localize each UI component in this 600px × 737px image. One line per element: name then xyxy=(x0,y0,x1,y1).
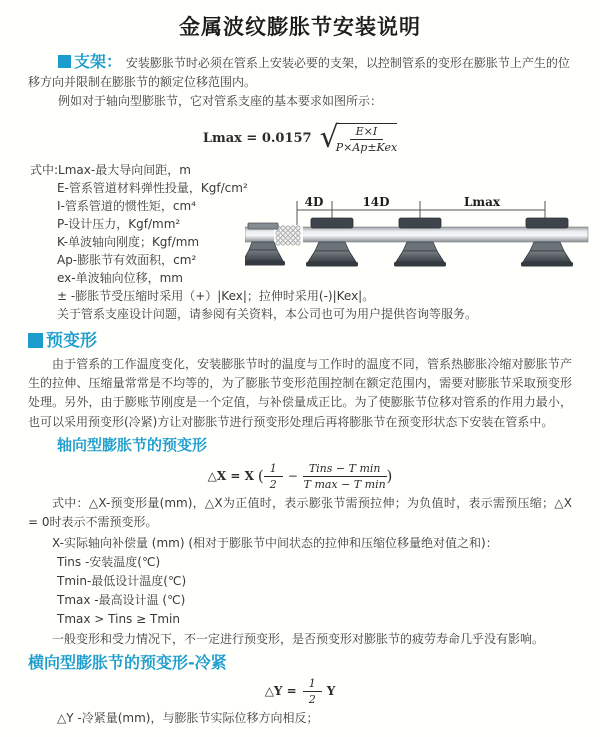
temp-line: Tmin-最低设计温度(℃) xyxy=(57,574,187,589)
axial-formula xyxy=(0,460,600,492)
support-section-heading xyxy=(58,52,122,71)
axial-formula-temp-fraction xyxy=(303,461,387,491)
temp-denominator: T max − T min xyxy=(303,477,386,491)
lateral-explanation: △Y -冷紧量(mm)，与膨胀节实际位移方向相反； xyxy=(57,710,319,725)
temp-numerator: Tins − T min xyxy=(303,461,387,477)
support-paragraph-text: 安装膨胀节时必须在管系上安装必要的支架，以控制管系的变形在膨胀节上产生的位移方向并限制在膨胀节的额定位移范围内。 xyxy=(28,56,570,89)
axial-note: 一般变形和受力情况下，不一定进行预变形，是否预变形对膨胀节的疲劳寿命几乎没有影响。 xyxy=(52,631,545,646)
predeform-section-heading xyxy=(28,329,572,353)
minus-operator: − xyxy=(287,468,298,483)
definition-line: P-设计压力，Kgf/mm² xyxy=(57,217,181,231)
definition-line: K-单波轴向刚度；Kgf/mm xyxy=(57,235,200,249)
support-heading-label: 支架： xyxy=(74,52,123,71)
definition-line: I-管系管道的惯性矩，cm⁴ xyxy=(57,199,196,213)
pipe-support-diagram xyxy=(245,193,590,285)
lateral-formula-suffix: Y xyxy=(326,683,336,698)
support-note-line: 关于管系支座设计问题，请参阅有关资料，本公司也可为用户提供咨询等服务。 xyxy=(57,307,478,321)
half-numerator: 1 xyxy=(264,461,283,477)
dimension-label-lmax: Lmax xyxy=(463,195,501,209)
lateral-formula xyxy=(0,677,600,705)
sqrt-radical-icon: √ xyxy=(319,120,339,155)
section-marker-icon xyxy=(58,55,71,68)
axial-formula-prefix: △X = X xyxy=(207,468,254,483)
half-denominator: 2 xyxy=(269,477,277,491)
definition-line: ex-单波轴向位移，mm xyxy=(57,271,183,285)
close-paren: ) xyxy=(386,466,393,485)
temperature-definitions xyxy=(57,553,600,630)
axial-explanation-2: X-实际轴向补偿量 (mm) (相对于膨胀节中间状态的拉伸和压缩位移量绝对值之和)： xyxy=(52,535,498,550)
definition-line: ± -膨胀节受压缩时采用（+）|Kex|；拉伸时采用(-)|Kex|。 xyxy=(57,289,375,303)
definition-line: 式中:Lmax-最大导向间距，m xyxy=(30,163,191,177)
predeform-paragraph: 由于管系的工作温度变化，安装膨胀节时的温度与工作时的温度不同，管系热膨胀冷缩对膨胀节产生的拉伸、压缩量常常是不均等的，为了膨胀节变形范围控制在额定范围内，需要对膨胀节采取预变形处理。另外，由于膨账节刚度是一个定值，与补偿量成正比。为了使膨胀节位移对管系的作用力最小，也可以采用预变形(冷紧)方让对膨胀节进行预变形处理后再将膨胀节在预变形状态下安装在管系中。 xyxy=(28,357,572,429)
axial-explanation-1: 式中：△X-预变形量(mm)，△X为正值时，表示膨张节需预拉伸；为负值时，表示需预压缩；△X = 0时表示不需预变形。 xyxy=(28,495,572,529)
lmax-formula-numerator: E×I xyxy=(350,124,384,140)
temp-line: Tins -安装温度(℃) xyxy=(57,554,161,569)
temp-line: Tmax -最高设计温 (℃) xyxy=(57,593,186,608)
support-paragraph xyxy=(28,52,572,92)
axial-formula-half-fraction xyxy=(264,461,283,491)
definition-line: E-管系管道材料弹性投量，Kgf/cm² xyxy=(57,181,248,195)
lateral-subsection-heading: 横向型膨胀节的预变形-冷紧 xyxy=(28,652,227,672)
temp-line: Tmax > Tins ≥ Tmin xyxy=(57,612,180,627)
open-paren: ( xyxy=(257,466,264,485)
axial-subsection-heading: 轴向型膨胀节的预变形 xyxy=(57,435,208,454)
lmax-formula xyxy=(0,119,600,157)
lateral-formula-fraction xyxy=(303,676,322,706)
lmax-formula-denominator: P×Ap±Kex xyxy=(335,140,398,154)
lateral-formula-prefix: △Y = xyxy=(264,683,297,698)
predeform-heading-label: 预变形 xyxy=(46,331,97,351)
dimension-label-14d: 14D xyxy=(362,195,390,209)
lmax-formula-fraction xyxy=(336,123,397,154)
page-title: 金属波纹膨胀节安装说明 xyxy=(179,15,421,39)
lateral-denominator: 2 xyxy=(308,692,316,706)
dimension-label-4d: 4D xyxy=(304,195,324,209)
definition-line: Ap-膨胀节有效面积，cm² xyxy=(57,253,197,267)
lmax-formula-prefix: Lmax = 0.0157 xyxy=(202,130,312,146)
section-marker-icon xyxy=(28,333,43,348)
lateral-numerator: 1 xyxy=(303,676,322,692)
support-example-line: 例如对于轴向型膨胀节，它对管系支座的基本要求如图所示： xyxy=(58,94,383,108)
